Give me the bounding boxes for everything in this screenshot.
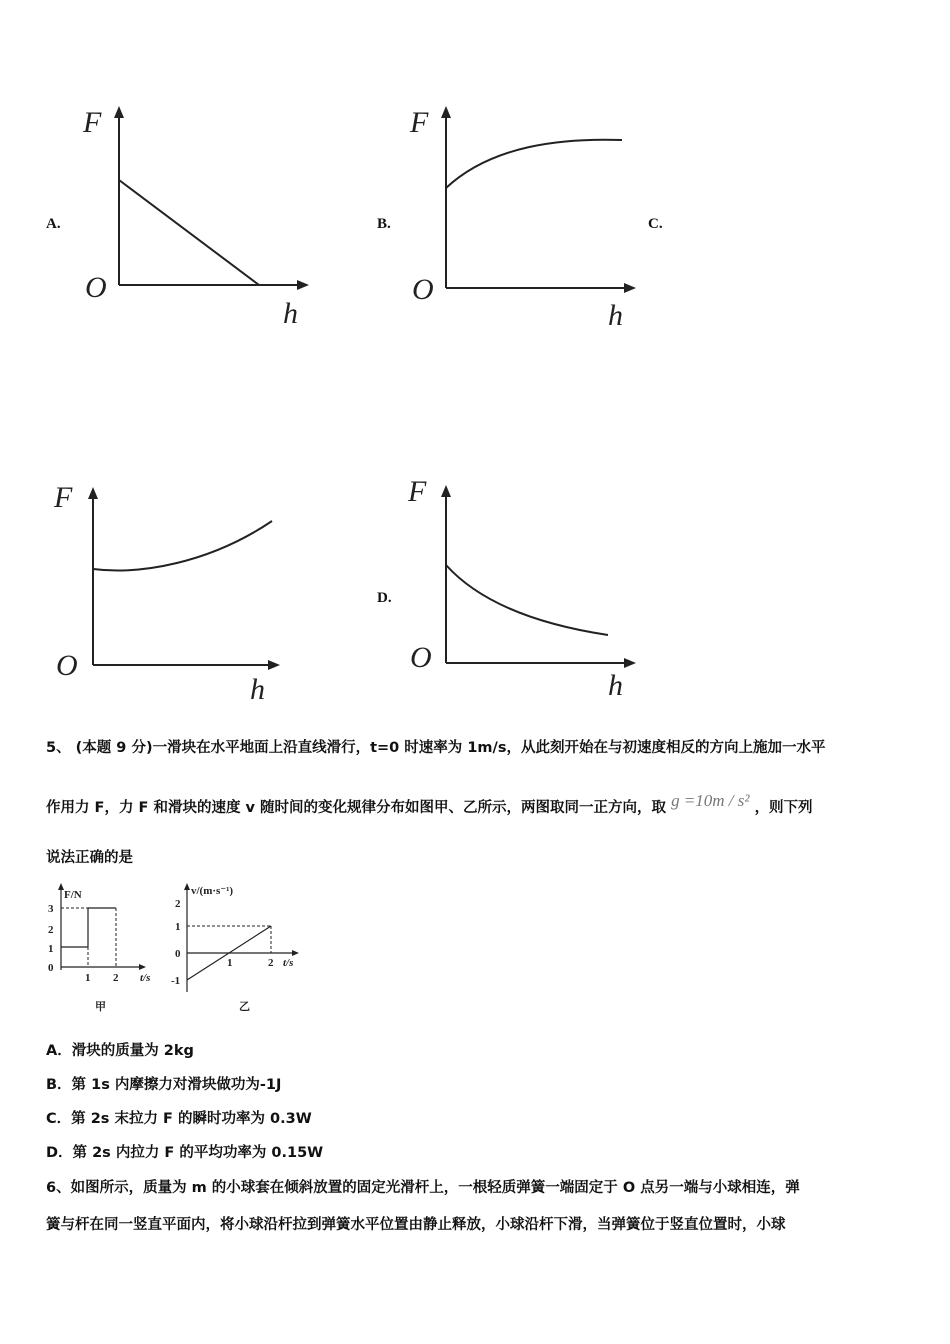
axis-h-label: h bbox=[250, 673, 265, 706]
curve-linear-decrease bbox=[119, 180, 259, 285]
q5-line2-pre: 作用力 F，力 F 和滑块的速度 v 随时间的变化规律分布如图甲、乙所示，两图取同一正方向，取 bbox=[46, 800, 666, 816]
axis-h-label: h bbox=[608, 299, 623, 332]
jia-caption: 甲 bbox=[95, 1001, 106, 1013]
option-c-label: C. bbox=[648, 216, 663, 232]
yi-caption: 乙 bbox=[239, 1001, 250, 1013]
curve-decrease bbox=[446, 565, 608, 635]
figure-yi bbox=[165, 880, 305, 1020]
graph-option-b bbox=[402, 100, 642, 335]
option-d-label: D. bbox=[377, 590, 392, 606]
figure-jia bbox=[40, 880, 160, 1020]
axis-h-label: h bbox=[608, 669, 623, 702]
q5-choice-d: D．第 2s 内拉力 F 的平均功率为 0.15W bbox=[46, 1145, 324, 1161]
jia-ytick: 0 bbox=[48, 962, 54, 974]
jia-ylabel: F/N bbox=[64, 889, 82, 901]
graph-option-d bbox=[402, 475, 642, 710]
graph-option-c bbox=[50, 475, 290, 710]
axis-f-label: F bbox=[54, 481, 73, 514]
q5-choice-c: C．第 2s 末拉力 F 的瞬时功率为 0.3W bbox=[46, 1111, 312, 1127]
yi-xtick: 1 bbox=[227, 957, 233, 969]
jia-ytick: 1 bbox=[48, 943, 54, 955]
jia-xtick: 1 bbox=[85, 972, 91, 984]
axis-origin-label: O bbox=[56, 649, 78, 682]
yi-ytick: -1 bbox=[171, 975, 181, 987]
jia-xlabel: t/s bbox=[140, 972, 151, 984]
curve-concave-increase bbox=[446, 140, 622, 188]
option-a-label: A. bbox=[46, 216, 61, 232]
graph-option-a bbox=[75, 100, 315, 335]
q6-line1: 6、如图所示，质量为 m 的小球套在倾斜放置的固定光滑杆上，一根轻质弹簧一端固定于 O 点另一端与小球相连，弹 bbox=[46, 1180, 800, 1196]
axis-f-label: F bbox=[408, 475, 427, 508]
jia-xtick: 2 bbox=[113, 972, 119, 984]
q5-choice-a: A．滑块的质量为 2kg bbox=[46, 1043, 194, 1059]
axis-origin-label: O bbox=[412, 273, 434, 306]
axis-f-label: F bbox=[410, 106, 429, 139]
axis-origin-label: O bbox=[410, 641, 432, 674]
yi-ytick: 1 bbox=[175, 921, 181, 933]
gravity-formula: g =10m / s² bbox=[671, 791, 750, 810]
option-b-label: B. bbox=[377, 216, 391, 232]
q5-choice-b: B．第 1s 内摩擦力对滑块做功为-1J bbox=[46, 1077, 282, 1093]
yi-xlabel: t/s bbox=[283, 957, 294, 969]
jia-ytick: 3 bbox=[48, 903, 54, 915]
q5-line2 bbox=[46, 791, 813, 817]
yi-xtick: 2 bbox=[268, 957, 274, 969]
q5-line1: 5、 (本题 9 分)一滑块在水平地面上沿直线滑行，t=0 时速率为 1m/s，从此刻开始在与初速度相反的方向上施加一水平 bbox=[46, 740, 826, 756]
q5-line2-post: ，则下列 bbox=[754, 800, 813, 816]
yi-ylabel: v/(m·s⁻¹) bbox=[191, 885, 234, 897]
yi-ytick: 0 bbox=[175, 948, 181, 960]
axis-origin-label: O bbox=[85, 271, 107, 304]
yi-ytick: 2 bbox=[175, 898, 181, 910]
jia-ytick: 2 bbox=[48, 924, 54, 936]
axis-h-label: h bbox=[283, 297, 298, 330]
q6-line2: 簧与杆在同一竖直平面内，将小球沿杆拉到弹簧水平位置由静止释放，小球沿杆下滑，当弹簧位于竖直位置时，小球 bbox=[46, 1217, 786, 1233]
axis-f-label: F bbox=[83, 106, 102, 139]
curve-convex-increase bbox=[93, 521, 272, 570]
q5-line3: 说法正确的是 bbox=[46, 850, 133, 866]
